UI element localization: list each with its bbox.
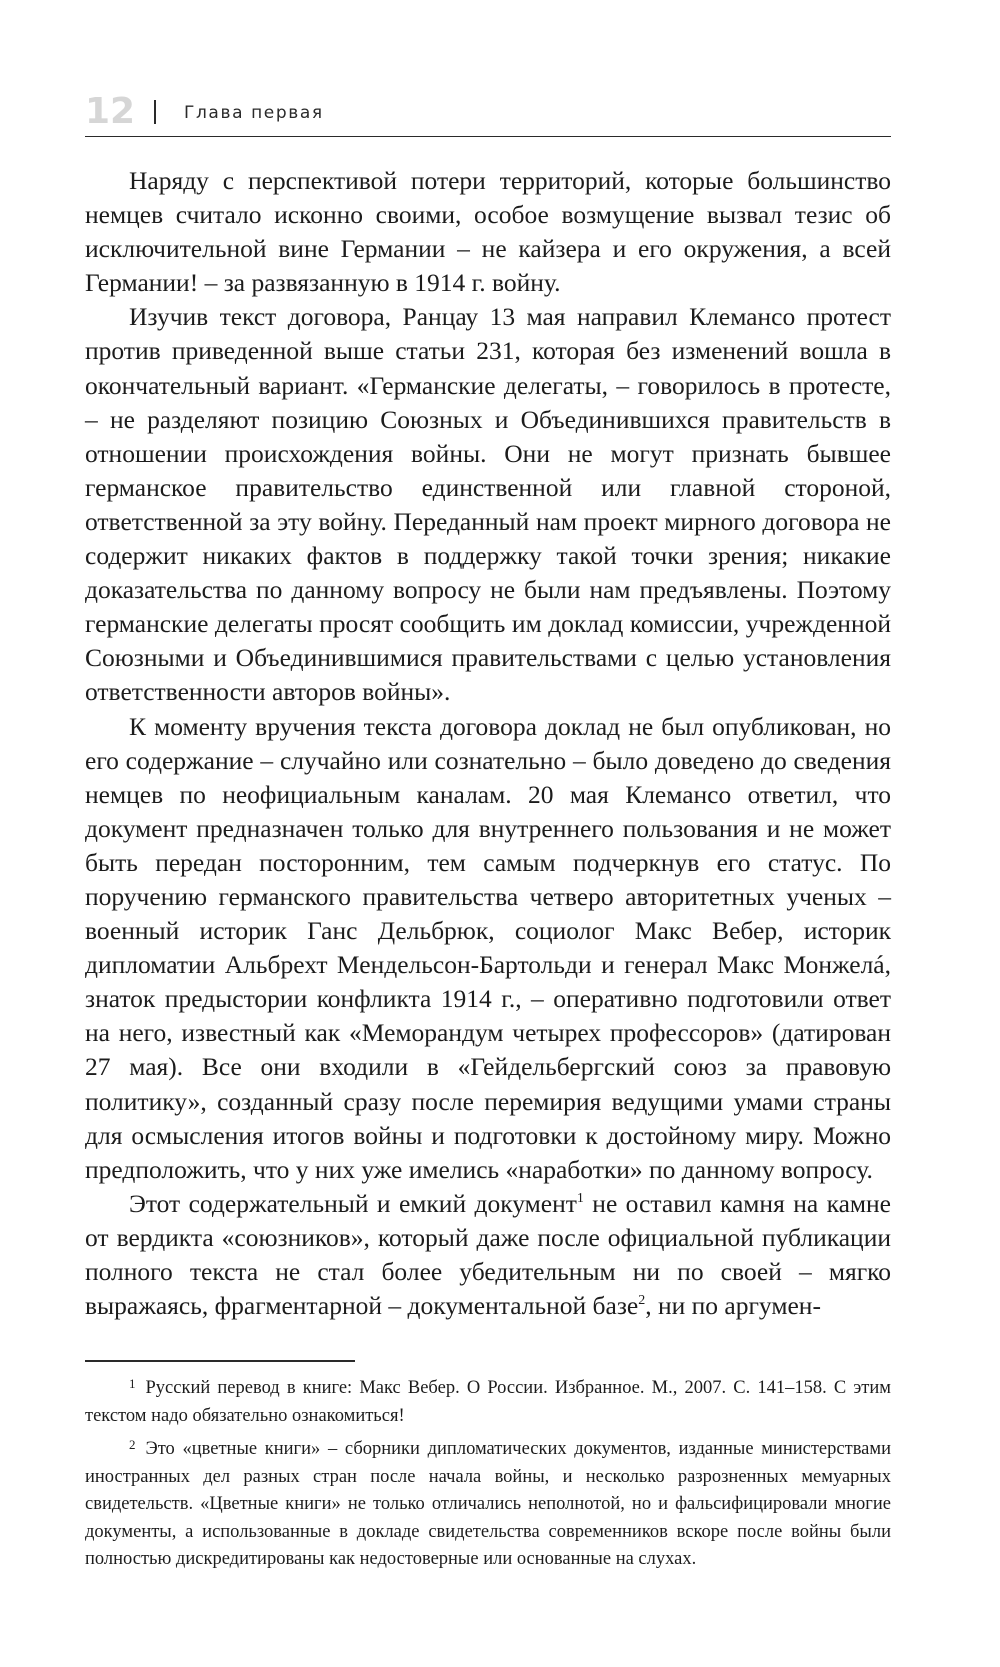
footnote-mark: 2 [129,1437,136,1452]
paragraph: Наряду с перспективой потери территорий, которые большинство немцев считало исконно своими, особое возмущение вызвал тезис об исключительной вине Германии – не кайзера и его окружения, а всей Германии! – за развязанную в 1914 г. войну. [85,166,891,298]
footnote-text: Это «цветные книги» – сборники дипломатических документов, изданные министерствами иностранных дел разных стран после начала войны, и несколько разрозненных мемуарных свидетельств. «Цветные книги» не только отличались неполнотой, но и фальсифицировали многие документы, а использованные в докладе свидетельства современников вскоре после войны были полностью дискредитированы как недостоверные или основанные на слухах. [85,1439,891,1569]
page-number: 12 [85,91,136,132]
paragraph-text: , ни по аргумен- [645,1291,821,1321]
footnote-2 [85,1436,891,1574]
paragraph [85,1187,891,1323]
main-text [85,164,891,1323]
footnote-mark: 1 [129,1376,136,1391]
paragraph: К моменту вручения текста договора доклад не был опубликован, но его содержание – случайно или сознательно – было доведено до сведения немцев по неофициальным каналам. 20 мая Клемансо ответил, что документ предназначен только для внутреннего пользования и не может быть передан посторонним, тем самым подчеркнув его статус. По поручению германского правительства четверо авторитетных ученых – военный историк Ганс Дельбрюк, социолог Макс Вебер, историк дипломатии Альбрехт Мендельсон-Бартольди и генерал Макс Монжелá, знаток предыстории конфликта 1914 г., – оперативно подготовили ответ на него, известный как «Меморандум четырех профессоров» (датирован 27 мая). Все они входили в «Гейдельбергский союз за правовую политику», созданный сразу после перемирия ведущими умами страны для осмысления итогов войны и подготовки к достойному миру. Можно предположить, что у них уже имелись «наработки» по данному вопросу. [85,711,891,1184]
footnote-divider [85,1360,355,1362]
paragraph-text: не оставил камня на камне от вердикта «союзников», который даже после официальной публикации полного текста не стал более убедительным ни по своей – мягко выражаясь, фрагментарной – документальной базе [85,1188,891,1321]
paragraph: Изучив текст договора, Ранцау 13 мая направил Клемансо протест против приведенной выше статьи 231, которая без изменений вошла в окончательный вариант. «Германские делегаты, – говорилось в протесте, – не разделяют позицию Союзных и Объединившихся правительств в отношении происхождения войны. Они не могут признать бывшее германское правительство единственной или главной стороной, ответственной за эту войну. Переданный нам проект мирного договора не содержит никаких фактов в поддержку такой точки зрения; никакие доказательства по данному вопросу не были нам предъявлены. Поэтому германские делегаты просят сообщить им доклад комиссии, учрежденной Союзными и Объединившимися правительствами с целью установления ответственности авторов войны». [85,302,891,707]
paragraph-text: Этот содержательный и емкий документ [129,1188,577,1218]
footnote-1 [85,1375,891,1430]
header-separator [154,100,156,124]
footnote-text: Русский перевод в книге: Макс Вебер. О России. Избранное. М., 2007. С. 141–158. С этим текстом надо обязательно ознакомиться! [85,1378,891,1426]
footnote-ref-1[interactable]: 1 [576,1190,584,1206]
footnote-ref-2[interactable]: 2 [638,1293,646,1309]
running-header [85,92,891,137]
chapter-title: Глава первая [184,103,324,123]
footnotes [85,1375,891,1580]
